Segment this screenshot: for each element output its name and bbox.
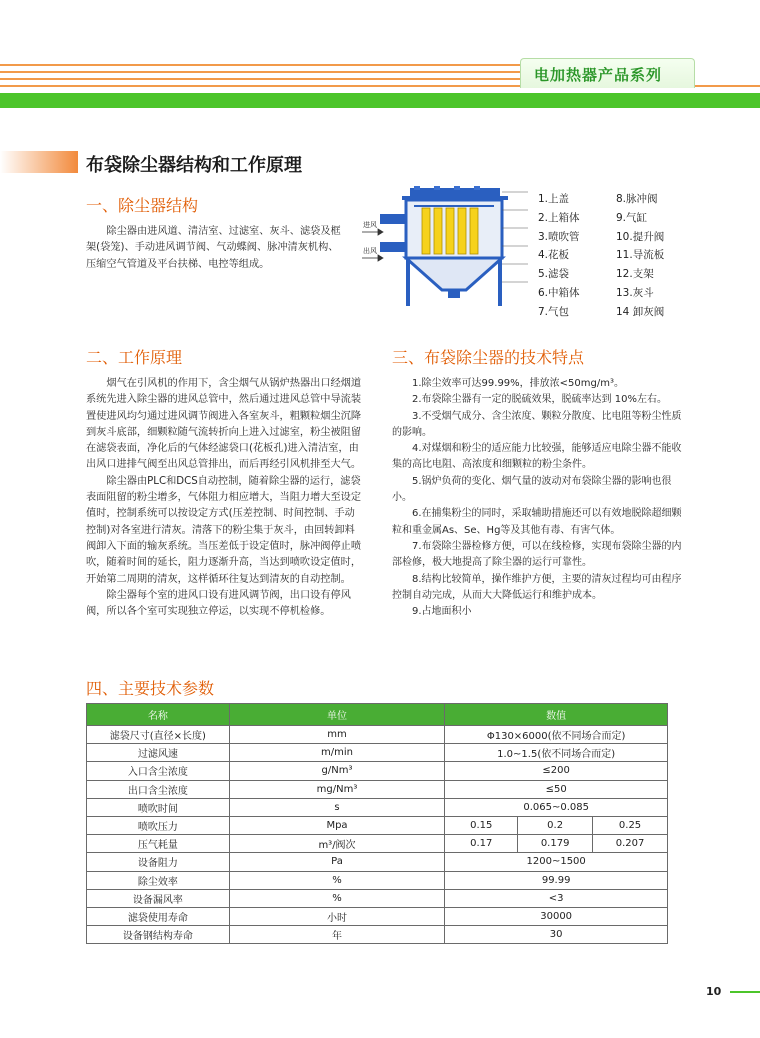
- feature-item: 3.不受烟气成分、含尘浓度、颗粒分散度、比电阻等粉尘性质的影响。: [392, 410, 682, 438]
- param-value: 1.0~1.5(依不同场合而定): [445, 744, 668, 762]
- parts-row: [538, 209, 698, 228]
- param-value: 99.99: [445, 871, 668, 889]
- param-unit: m³/阀次: [229, 835, 445, 853]
- param-value: 30: [445, 926, 668, 944]
- column-header-name: 名称: [87, 704, 230, 726]
- header-green-band: [0, 93, 760, 108]
- section1-text: [86, 224, 348, 273]
- outlet-label: 出风: [363, 247, 377, 255]
- dust-collector-diagram: [362, 186, 530, 308]
- table-row: [87, 835, 668, 853]
- param-unit: %: [229, 871, 445, 889]
- param-name: 滤袋尺寸(直径×长度): [87, 726, 230, 744]
- table-row: [87, 762, 668, 780]
- part-label: 1.上盖: [538, 193, 570, 205]
- part-label: 7.气包: [538, 305, 570, 318]
- parts-row: [538, 246, 698, 265]
- param-value: 0.2: [518, 816, 593, 834]
- param-unit: mg/Nm³: [229, 780, 445, 798]
- parts-row: [538, 190, 698, 209]
- param-name: 滤袋使用寿命: [87, 907, 230, 925]
- param-value: ≤200: [445, 762, 668, 780]
- header-series-title: 电加热器产品系列: [534, 66, 663, 84]
- header-line-1: [0, 64, 520, 66]
- part-label: 13.灰斗: [616, 286, 654, 299]
- page-title: 布袋除尘器结构和工作原理: [86, 155, 302, 176]
- param-value: 0.15: [445, 816, 518, 834]
- section3-heading: 三、布袋除尘器的技术特点: [392, 348, 585, 367]
- param-value: 0.207: [593, 835, 668, 853]
- table-row: [87, 871, 668, 889]
- section4-heading: 四、主要技术参数: [86, 679, 215, 698]
- section2-paragraph-1: 烟气在引风机的作用下，含尘烟气从锅炉热器出口经烟道系统先进入除尘器的进风总管中，然后通过进风总管中导流装置使进风均匀通过进风调节阀进入各室灰斗，粗颗粒烟尘沉降到灰斗底部，细颗粒随气流转折向上进入过滤室，粉尘被阻留在滤袋表面，净化后的气体经滤袋口(花板孔)进入清洁室，由出风口进排气阀至出风总管排出，而后再经引风机排至大气。: [86, 378, 362, 471]
- section2-paragraph-3: 除尘器每个室的进风口设有进风调节阀，出口设有停风阀，所以各个室可实现独立停运，以实现不停机检修。: [86, 589, 351, 618]
- filter-bags: [422, 208, 478, 254]
- table-row: [87, 798, 668, 816]
- param-name: 过滤风速: [87, 744, 230, 762]
- outlet-duct: [380, 214, 406, 224]
- part-label: 2.上箱体: [538, 211, 580, 224]
- table-row: [87, 889, 668, 907]
- column-header-unit: 单位: [229, 704, 445, 726]
- table-row: [87, 853, 668, 871]
- feature-item: 8.结构比较简单，操作维护方便，主要的清灰过程均可由程序控制自动完成，从而大大降低运行和维护成本。: [392, 573, 682, 601]
- feature-item: 9.占地面积小: [412, 606, 472, 618]
- feature-item: 4.对煤烟和粉尘的适应能力比较强，能够适应电除尘器不能收集的高比电阻、高浓度和细颗粒的粉尘条件。: [392, 443, 682, 471]
- title-accent-bar: [0, 151, 78, 173]
- param-unit: mm: [229, 726, 445, 744]
- part-label: 10.提升阀: [616, 230, 665, 243]
- part-label: 3.喷吹管: [538, 230, 580, 243]
- param-unit: m/min: [229, 744, 445, 762]
- param-name: 设备阻力: [87, 853, 230, 871]
- param-name: 除尘效率: [87, 871, 230, 889]
- feature-item: 5.锅炉负荷的变化、烟气量的波动对布袋除尘器的影响也很小。: [392, 475, 672, 504]
- param-unit: 年: [229, 926, 445, 944]
- table-row: [87, 726, 668, 744]
- column-header-value: 数值: [445, 704, 668, 726]
- leader-lines: [502, 192, 528, 282]
- feature-item: 1.除尘效率可达99.99%，排放浓<50mg/m³。: [412, 378, 624, 389]
- param-value: 1200~1500: [445, 853, 668, 871]
- part-label: 5.滤袋: [538, 268, 570, 281]
- part-label: 12.支架: [616, 268, 654, 281]
- flow-arrows: [362, 229, 383, 261]
- spec-table: [86, 703, 668, 944]
- param-value: <3: [445, 889, 668, 907]
- param-value: 0.065~0.085: [445, 798, 668, 816]
- parts-row: [538, 284, 698, 303]
- param-unit: s: [229, 798, 445, 816]
- param-value: 30000: [445, 907, 668, 925]
- feature-item: 2.布袋除尘器有一定的脱硫效果，脱硫率达到 10%左右。: [412, 394, 667, 406]
- page-number-line: [730, 991, 760, 993]
- param-value: 0.179: [518, 835, 593, 853]
- inlet-duct: [380, 242, 406, 252]
- parts-list: [538, 190, 698, 322]
- section2-paragraph-2: 除尘器由PLC和DCS自动控制，随着除尘器的运行，滤袋表面阻留的粉尘增多，气体阻力相应增大，当阻力增大至设定值时，控制系统可以按设定方式(压差控制、时间控制、手动控制)对各室进行清灰。清落下的粉尘集于灰斗，由回转卸料阀卸入下面的输灰系统。当压差低于设定值时，脉冲阀停止喷吹，随着时间的延长，阻力逐渐升高，当达到喷吹设定值时，开始第二周期的清灰，这样循环往复达到清灰的自动控制。: [86, 475, 362, 585]
- feature-item: 6.在捕集粉尘的同时，采取辅助措施还可以有效地脱除超细颗粒和重金属As、Se、Hg等及其他有毒、有害气体。: [392, 508, 682, 536]
- parts-row: [538, 228, 698, 247]
- part-label: 4.花板: [538, 249, 570, 262]
- part-label: 8.脉冲阀: [616, 193, 658, 205]
- discharge-valve: [448, 290, 460, 298]
- part-label: 11.导流板: [616, 249, 665, 262]
- features-list: [392, 376, 684, 620]
- param-name: 设备漏风率: [87, 889, 230, 907]
- section1-heading: 一、除尘器结构: [86, 196, 199, 215]
- param-unit: Mpa: [229, 816, 445, 834]
- param-name: 入口含尘浓度: [87, 762, 230, 780]
- section2-text: [86, 376, 364, 620]
- param-name: 压气耗量: [87, 835, 230, 853]
- header-line-3: [0, 78, 520, 80]
- param-name: 喷吹压力: [87, 816, 230, 834]
- param-unit: 小时: [229, 907, 445, 925]
- param-value: 0.17: [445, 835, 518, 853]
- table-row: [87, 926, 668, 944]
- param-unit: Pa: [229, 853, 445, 871]
- page-number: 10: [706, 985, 722, 998]
- feature-item: 7.布袋除尘器检修方便，可以在线检修，实现布袋除尘器的内部检修，极大地提高了除尘器的运行可靠性。: [392, 540, 682, 569]
- table-row: [87, 907, 668, 925]
- param-value: ≤50: [445, 780, 668, 798]
- part-label: 14 卸灰阀: [616, 305, 665, 318]
- table-row: [87, 816, 668, 834]
- param-unit: %: [229, 889, 445, 907]
- parts-row: [538, 303, 698, 322]
- ash-hopper: [406, 258, 502, 290]
- param-name: 喷吹时间: [87, 798, 230, 816]
- table-row: [87, 780, 668, 798]
- header-line-2: [0, 71, 520, 73]
- section1-paragraph: 除尘器由进风道、清洁室、过滤室、灰斗、滤袋及框架(袋笼)、手动进风调节阀、气动蝶阀、脉冲清灰机构、压缩空气管道及平台扶梯、电控等组成。: [86, 226, 341, 270]
- param-name: 设备钢结构寿命: [87, 926, 230, 944]
- param-value: 0.25: [593, 816, 668, 834]
- part-label: 9.气缸: [616, 211, 648, 224]
- param-value: Φ130×6000(依不同场合而定): [445, 726, 668, 744]
- table-header-row: [87, 704, 668, 726]
- param-unit: g/Nm³: [229, 762, 445, 780]
- inlet-label: 进风: [363, 221, 377, 229]
- part-label: 6.中箱体: [538, 286, 580, 299]
- param-name: 出口含尘浓度: [87, 780, 230, 798]
- table-row: [87, 744, 668, 762]
- section2-heading: 二、工作原理: [86, 348, 183, 367]
- parts-row: [538, 265, 698, 284]
